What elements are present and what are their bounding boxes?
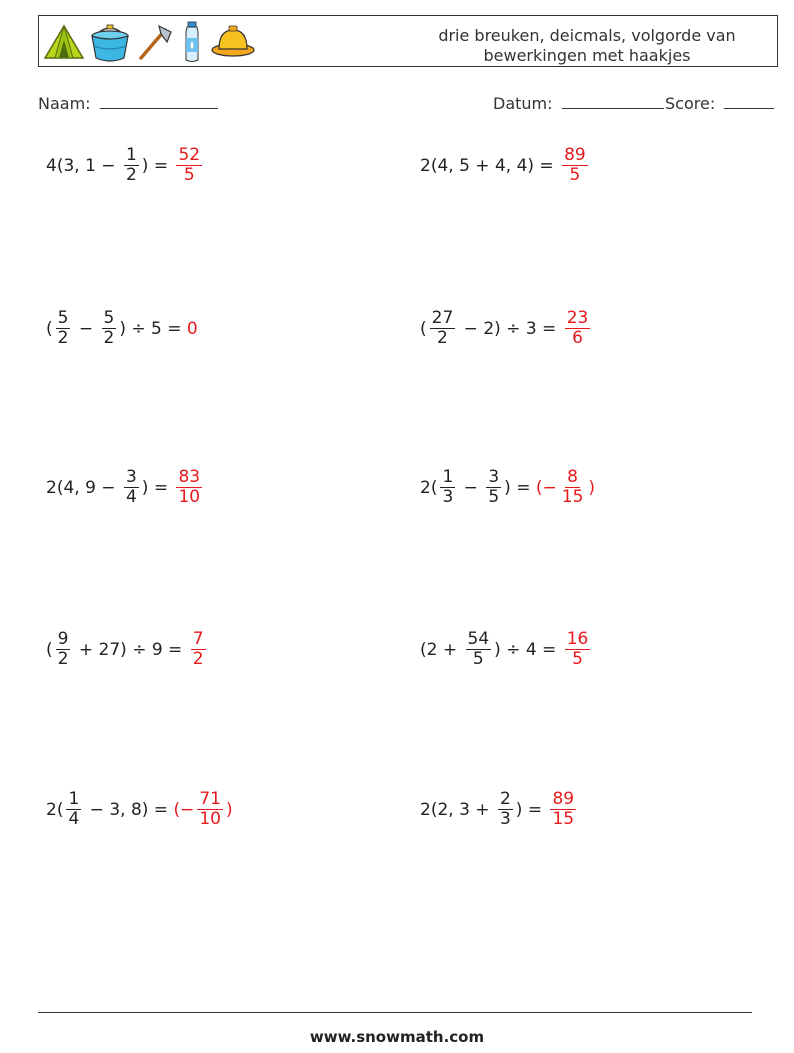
problem-7 (46, 630, 209, 669)
name-field (38, 94, 218, 113)
score-field (665, 94, 774, 113)
problem-3 (46, 309, 198, 348)
denominator: 5 (572, 649, 583, 669)
name-label: Naam: (38, 94, 91, 113)
numerator: 3 (125, 467, 137, 487)
expression-text: 2(2, 3 + (420, 799, 495, 820)
numerator: 8 (567, 467, 578, 487)
expression-text: ) ÷ 5 = (119, 318, 187, 339)
score-blank[interactable] (724, 94, 774, 109)
denominator: 15 (552, 809, 575, 829)
problem-4 (420, 309, 593, 348)
expression-text: ) = (141, 477, 174, 498)
answer-open-paren: (− (535, 477, 557, 498)
denominator: 4 (125, 487, 137, 507)
answer-fraction (191, 630, 206, 669)
date-field (493, 94, 664, 113)
footer-divider (38, 1012, 752, 1013)
expression-text: ) = (504, 477, 536, 498)
denominator: 2 (437, 328, 448, 348)
expression-text: − (73, 318, 99, 339)
numerator: 71 (199, 789, 221, 809)
denominator: 5 (183, 165, 195, 185)
expression-fraction (498, 790, 513, 829)
numerator: 89 (564, 145, 586, 165)
expression-fraction (56, 630, 71, 669)
expression-text: − (458, 477, 484, 498)
answer (188, 630, 209, 669)
expression-fraction (486, 468, 501, 507)
denominator: 2 (192, 649, 204, 669)
problem-1 (46, 146, 205, 185)
answer-fraction (550, 790, 576, 829)
expression-fraction (102, 309, 117, 348)
answer-fraction (565, 309, 591, 348)
water-bottle-icon (179, 20, 205, 64)
denominator: 6 (572, 328, 583, 348)
expression-fraction (466, 630, 492, 669)
answer (562, 309, 594, 348)
answer (559, 146, 591, 185)
bucket-icon (89, 20, 131, 64)
expression-text: 2( (46, 799, 64, 820)
numerator: 89 (552, 789, 575, 809)
problem-2 (420, 146, 591, 185)
header-box (38, 15, 778, 67)
problem-6 (420, 468, 595, 507)
denominator: 2 (103, 328, 115, 348)
date-blank[interactable] (562, 94, 664, 109)
answer (173, 146, 205, 185)
denominator: 5 (488, 487, 500, 507)
denominator: 4 (68, 809, 80, 829)
numerator: 1 (68, 789, 80, 809)
denominator: 2 (125, 165, 137, 185)
expression-text: 2(4, 5 + 4, 4) = (420, 155, 560, 176)
expression-text: ( (46, 639, 53, 660)
denominator: 10 (199, 809, 221, 829)
denominator: 2 (57, 649, 69, 669)
expression-text: 4(3, 1 − (46, 155, 121, 176)
expression-text: ( (46, 318, 53, 339)
expression-fraction (430, 309, 456, 348)
title-line-1: drie breuken, deicmals, volgorde van (438, 26, 736, 45)
expression-text: ) = (141, 155, 174, 176)
answer (547, 790, 579, 829)
answer-fraction (197, 790, 223, 829)
numerator: 54 (467, 629, 490, 649)
denominator: 2 (57, 328, 69, 348)
title-line-2: bewerkingen met haakjes (483, 46, 691, 65)
hat-icon (209, 24, 257, 60)
expression-text: ( (420, 318, 427, 339)
denominator: 3 (499, 809, 511, 829)
expression-fraction (124, 468, 139, 507)
denominator: 10 (178, 487, 201, 507)
answer-fraction (176, 146, 202, 185)
score-label: Score: (665, 94, 716, 113)
numerator: 23 (566, 308, 589, 328)
numerator: 27 (431, 308, 454, 328)
footer-url: www.snowmath.com (309, 1028, 485, 1046)
numerator: 1 (125, 145, 137, 165)
expression-text: 2( (420, 477, 438, 498)
answer (173, 468, 205, 507)
numerator: 16 (566, 629, 589, 649)
name-blank[interactable] (100, 94, 218, 109)
denominator: 15 (561, 487, 584, 507)
expression-text: ) = (515, 799, 548, 820)
answer (562, 630, 594, 669)
numerator: 9 (57, 629, 69, 649)
answer (173, 790, 232, 829)
expression-text: (2 + (420, 639, 463, 660)
answer-fraction (565, 630, 591, 669)
expression-fraction (124, 146, 139, 185)
answer (536, 468, 595, 507)
axe-icon (135, 22, 175, 62)
answer-fraction (562, 146, 588, 185)
problem-5 (46, 468, 205, 507)
answer-close-paren: ) (226, 799, 233, 820)
answer-fraction (560, 468, 586, 507)
expression-fraction (440, 468, 455, 507)
numerator: 83 (178, 467, 201, 487)
denominator: 5 (472, 649, 484, 669)
denominator: 3 (442, 487, 454, 507)
numerator: 7 (192, 629, 204, 649)
worksheet-title (437, 26, 737, 66)
numerator: 3 (488, 467, 500, 487)
expression-text: ) ÷ 4 = (494, 639, 562, 660)
denominator: 5 (569, 165, 581, 185)
expression-text: + 27) ÷ 9 = (73, 639, 188, 660)
expression-text: 2(4, 9 − (46, 477, 121, 498)
numerator: 5 (57, 308, 69, 328)
expression-text: − 3, 8) = (84, 799, 174, 820)
numerator: 5 (103, 308, 115, 328)
numerator: 52 (178, 145, 201, 165)
answer-close-paren: ) (588, 477, 596, 498)
answer-open-paren: (− (173, 799, 195, 820)
expression-fraction (66, 790, 81, 829)
icon-strip (43, 20, 257, 64)
problem-8 (420, 630, 593, 669)
numerator: 2 (499, 789, 511, 809)
problem-9 (46, 790, 233, 829)
answer: 0 (186, 318, 198, 339)
date-label: Datum: (493, 94, 553, 113)
answer-fraction (176, 468, 202, 507)
problem-10 (420, 790, 579, 829)
expression-text: − 2) ÷ 3 = (458, 318, 562, 339)
tent-icon (43, 22, 85, 62)
expression-fraction (56, 309, 71, 348)
numerator: 1 (442, 467, 454, 487)
